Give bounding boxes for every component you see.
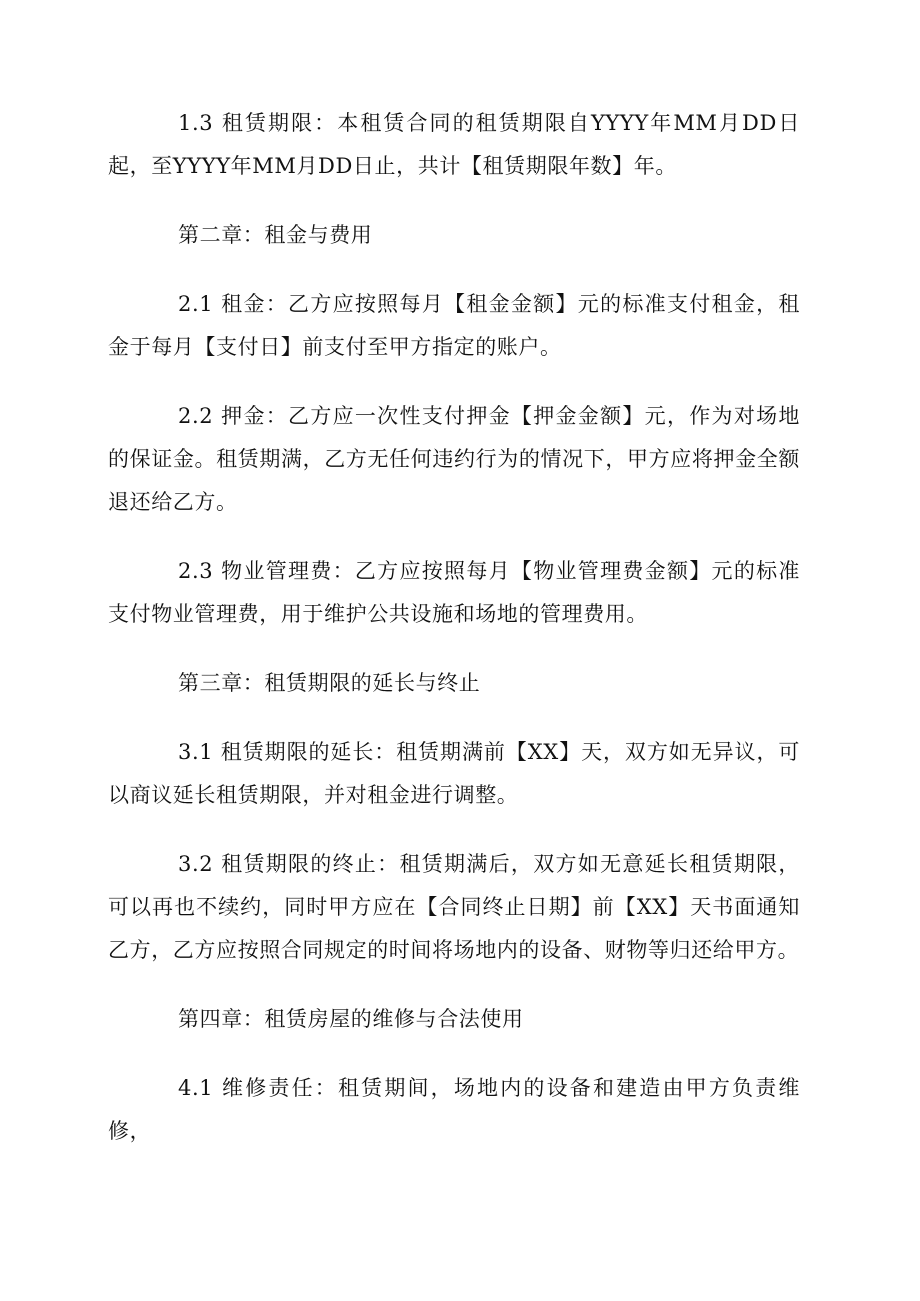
clause-3-2: 3.2 租赁期限的终止：租赁期满后，双方如无意延长租赁期限，可以再也不续约，同时甲方应在【合同终止日期】前【XX】天书面通知乙方，乙方应按照合同规定的时间将场地内的设备、财物等归还给甲方。 xyxy=(108,852,800,962)
clause-2-1: 2.1 租金：乙方应按照每月【租金金额】元的标准支付租金，租金于每月【支付日】前支付至甲方指定的账户。 xyxy=(108,292,800,359)
clause-2-3: 2.3 物业管理费：乙方应按照每月【物业管理费金额】元的标准支付物业管理费，用于维护公共设施和场地的管理费用。 xyxy=(108,559,800,626)
clause-3-1: 3.1 租赁期限的延长：租赁期满前【XX】天，双方如无异议，可以商议延长租赁期限，并对租金进行调整。 xyxy=(108,740,800,807)
clause-1-3: 1.3 租赁期限：本租赁合同的租赁期限自YYYY年MM月DD日起，至YYYY年MM月DD日止，共计【租赁期限年数】年。 xyxy=(108,111,800,178)
chapter-2-heading: 第二章：租金与费用 xyxy=(178,223,373,247)
clause-2-2: 2.2 押金：乙方应一次性支付押金【押金金额】元，作为对场地的保证金。租赁期满，乙方无任何违约行为的情况下，甲方应将押金全额退还给乙方。 xyxy=(108,404,800,514)
chapter-3-heading: 第三章：租赁期限的延长与终止 xyxy=(178,671,481,695)
clause-4-1: 4.1 维修责任：租赁期间，场地内的设备和建造由甲方负责维修， xyxy=(108,1076,800,1143)
document-body xyxy=(108,102,800,1179)
chapter-4-heading: 第四章：租赁房屋的维修与合法使用 xyxy=(178,1007,524,1031)
